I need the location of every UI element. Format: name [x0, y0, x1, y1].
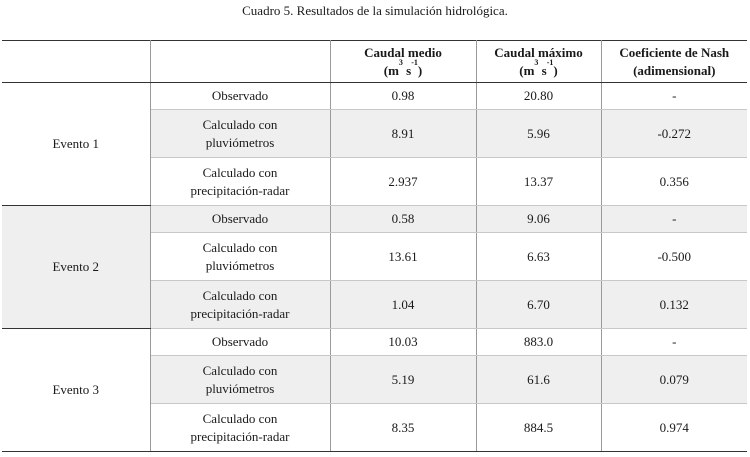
header-caudal-medio: [330, 41, 476, 83]
nash-cell: -: [601, 329, 747, 356]
table-row: [2, 83, 747, 110]
table-row: [2, 329, 747, 356]
caudal-medio-cell: 10.03: [330, 329, 476, 356]
event-group-3: [2, 329, 747, 452]
method-cell: Calculado con precipitación-radar: [150, 281, 330, 329]
method-cell: Calculado con pluviómetros: [150, 110, 330, 158]
nash-cell: 0.974: [601, 404, 747, 452]
results-table: [2, 40, 747, 452]
event-group-2: [2, 206, 747, 329]
caudal-medio-cell: 8.91: [330, 110, 476, 158]
header-caudal-maximo-unit: ($m^3$ $s^{-1}$): [519, 58, 558, 78]
nash-cell: 0.132: [601, 281, 747, 329]
header-nash-label: Coeficiente de Nash: [619, 44, 730, 60]
method-cell: Observado: [150, 206, 330, 233]
header-event: [2, 41, 150, 83]
nash-cell: -: [601, 83, 747, 110]
caudal-maximo-cell: 6.63: [476, 233, 601, 281]
nash-cell: 0.356: [601, 158, 747, 206]
caudal-maximo-cell: 61.6: [476, 356, 601, 404]
caudal-medio-cell: 1.04: [330, 281, 476, 329]
nash-cell: -: [601, 206, 747, 233]
method-cell: Calculado con precipitación-radar: [150, 404, 330, 452]
nash-cell: -0.500: [601, 233, 747, 281]
header-caudal-maximo-label: Caudal máximo: [494, 44, 583, 60]
event-group-1: [2, 83, 747, 206]
nash-cell: 0.079: [601, 356, 747, 404]
header-caudal-medio-unit: ($m^3$ $s^{-1}$): [383, 58, 423, 78]
caudal-maximo-cell: 13.37: [476, 158, 601, 206]
caudal-maximo-cell: 883.0: [476, 329, 601, 356]
caudal-medio-cell: 5.19: [330, 356, 476, 404]
nash-cell: -0.272: [601, 110, 747, 158]
caudal-maximo-cell: 5.96: [476, 110, 601, 158]
event-name: Evento 3: [2, 329, 150, 452]
caudal-medio-cell: 0.58: [330, 206, 476, 233]
caudal-medio-cell: 13.61: [330, 233, 476, 281]
method-cell: Observado: [150, 329, 330, 356]
header-nash-unit: (adimensional): [633, 62, 716, 78]
event-name: Evento 1: [2, 83, 150, 206]
method-cell: Observado: [150, 83, 330, 110]
method-cell: Calculado con pluviómetros: [150, 356, 330, 404]
caudal-maximo-cell: 6.70: [476, 281, 601, 329]
caudal-medio-cell: 0.98: [330, 83, 476, 110]
method-cell: Calculado con pluviómetros: [150, 233, 330, 281]
caudal-medio-cell: 8.35: [330, 404, 476, 452]
method-cell: Calculado con precipitación-radar: [150, 158, 330, 206]
header-caudal-maximo: [476, 41, 601, 83]
caudal-maximo-cell: 20.80: [476, 83, 601, 110]
caudal-medio-cell: 2.937: [330, 158, 476, 206]
event-name: Evento 2: [2, 206, 150, 329]
table-header: [2, 41, 747, 83]
caudal-maximo-cell: 884.5: [476, 404, 601, 452]
caudal-maximo-cell: 9.06: [476, 206, 601, 233]
header-coeficiente-nash: [601, 41, 747, 83]
table-row: [2, 206, 747, 233]
header-caudal-medio-label: Caudal medio: [364, 44, 442, 60]
table-caption: Cuadro 5. Resultados de la simulación hidrológica.: [242, 3, 508, 18]
header-method: [150, 41, 330, 83]
